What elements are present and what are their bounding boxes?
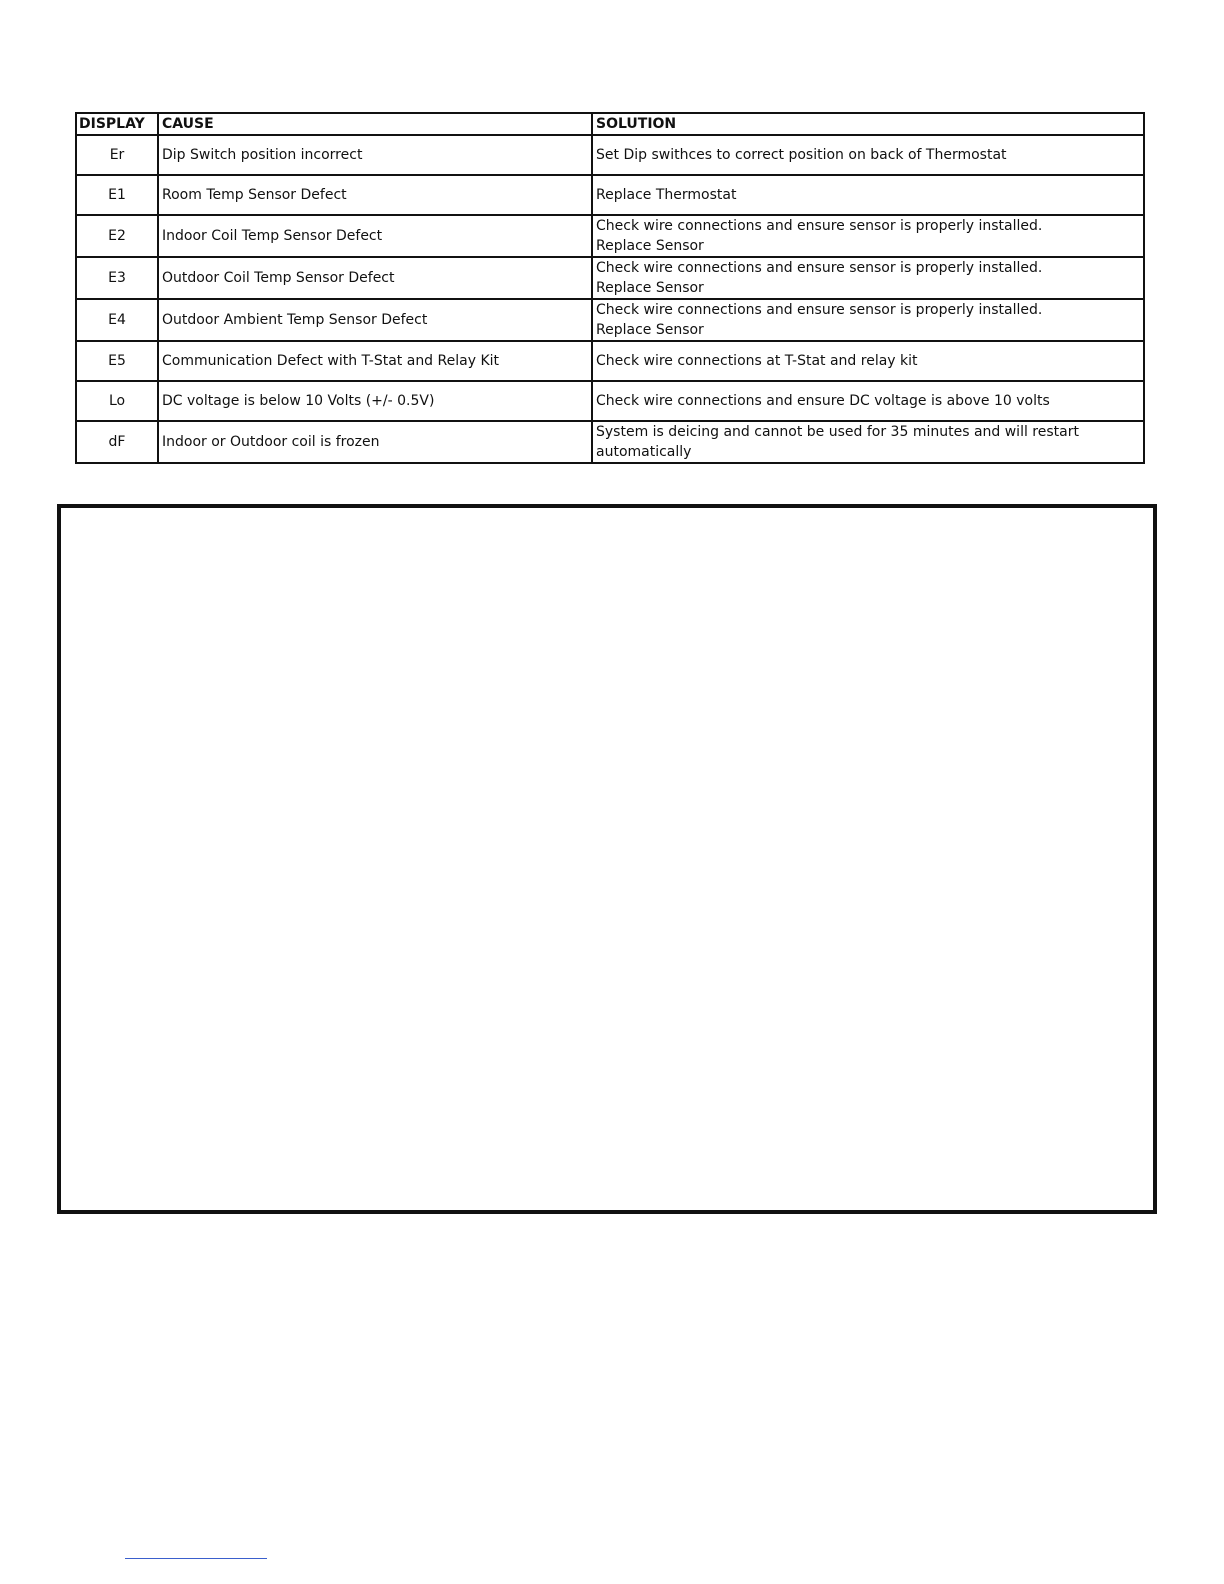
display-code: E1 [76, 175, 158, 215]
solution-text [592, 421, 1144, 463]
solution-line: automatically [596, 444, 692, 460]
solution-line: Set Dip swithces to correct position on back of Thermostat [596, 147, 1007, 163]
solution-line: Check wire connections and ensure sensor is properly installed. [596, 218, 1043, 234]
empty-bordered-box [57, 504, 1157, 1214]
table-row [76, 175, 1144, 215]
table-row [76, 215, 1144, 257]
cause-text: Indoor or Outdoor coil is frozen [158, 421, 592, 463]
solution-text [592, 381, 1144, 421]
display-code: dF [76, 421, 158, 463]
display-code: Lo [76, 381, 158, 421]
table-row [76, 341, 1144, 381]
display-code: E3 [76, 257, 158, 299]
header-display: DISPLAY [76, 113, 158, 135]
solution-line: Replace Thermostat [596, 187, 737, 203]
footer-rule [125, 1558, 267, 1559]
display-code: E5 [76, 341, 158, 381]
table-header-row [76, 113, 1144, 135]
table-row [76, 299, 1144, 341]
solution-text [592, 135, 1144, 175]
display-code: E4 [76, 299, 158, 341]
solution-line: Check wire connections and ensure sensor is properly installed. [596, 302, 1043, 318]
cause-text: Outdoor Coil Temp Sensor Defect [158, 257, 592, 299]
solution-line: Replace Sensor [596, 238, 704, 254]
header-solution: SOLUTION [592, 113, 1144, 135]
solution-line: Replace Sensor [596, 322, 704, 338]
cause-text: Room Temp Sensor Defect [158, 175, 592, 215]
table-row [76, 381, 1144, 421]
display-code: E2 [76, 215, 158, 257]
cause-text: Communication Defect with T-Stat and Relay Kit [158, 341, 592, 381]
cause-text: Dip Switch position incorrect [158, 135, 592, 175]
header-cause: CAUSE [158, 113, 592, 135]
solution-line: Replace Sensor [596, 280, 704, 296]
solution-line: Check wire connections and ensure sensor is properly installed. [596, 260, 1043, 276]
cause-text: Indoor Coil Temp Sensor Defect [158, 215, 592, 257]
table-row [76, 135, 1144, 175]
cause-text: DC voltage is below 10 Volts (+/- 0.5V) [158, 381, 592, 421]
cause-text: Outdoor Ambient Temp Sensor Defect [158, 299, 592, 341]
solution-line: Check wire connections and ensure DC voltage is above 10 volts [596, 393, 1050, 409]
table-row [76, 421, 1144, 463]
solution-text [592, 257, 1144, 299]
solution-text [592, 299, 1144, 341]
solution-text [592, 341, 1144, 381]
error-code-table [75, 112, 1145, 464]
table-row [76, 257, 1144, 299]
solution-text [592, 175, 1144, 215]
solution-line: System is deicing and cannot be used for 35 minutes and will restart [596, 424, 1079, 440]
solution-text [592, 215, 1144, 257]
solution-line: Check wire connections at T-Stat and relay kit [596, 353, 918, 369]
display-code: Er [76, 135, 158, 175]
